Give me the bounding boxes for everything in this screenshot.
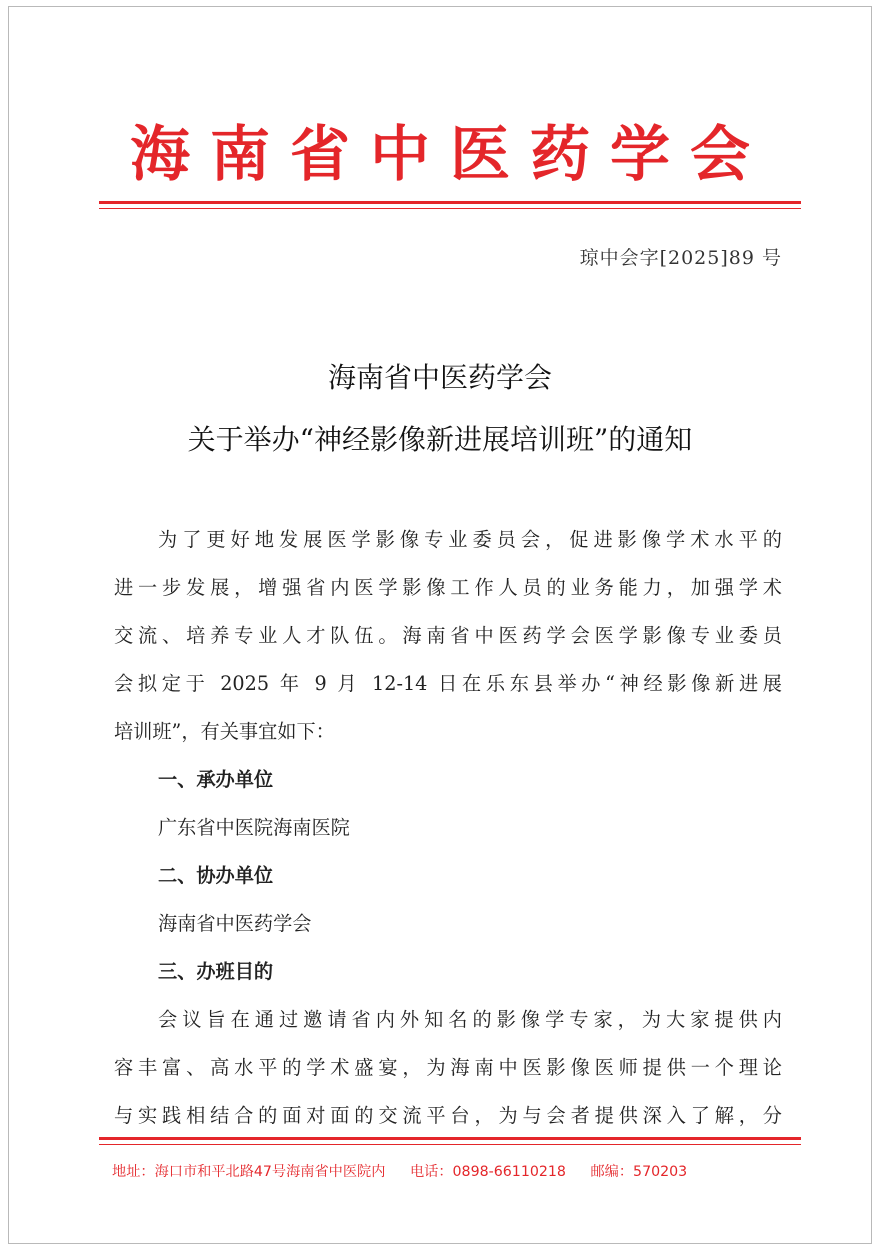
intro-line: 培训班”，有关事宜如下： [114,720,335,743]
section-content-co-organizer: 海南省中医药学会 [158,912,312,935]
intro-line: 会拟定于 2025 年 9 月 12-14 日在乐东县举办“神经影像新进展 [114,672,782,695]
header-red-line-thin [99,208,801,209]
document-number: 琼中会字[2025]89 号 [579,247,782,269]
intro-paragraph [114,516,782,1140]
section-heading-purpose: 三、办班目的 [158,960,274,983]
intro-line: 为了更好地发展医学影像专业委员会，促进影像学术水平的 [158,528,782,551]
section-heading-co-organizer: 二、协办单位 [158,864,274,887]
purpose-line: 与实践相结合的面对面的交流平台，为与会者提供深入了解，分 [114,1104,782,1127]
intro-line: 交流、培养专业人才队伍。海南省中医药学会医学影像专业委员 [114,624,782,647]
footer-red-line-thin [99,1144,801,1145]
footer-phone: 电话：0898-66110218 [409,1164,566,1180]
letterhead-org-name: 海南省中医药学会 [130,120,770,190]
footer-address: 地址：海口市和平北路47号海南省中医院内 [112,1164,386,1180]
footer-postcode: 邮编：570203 [590,1164,688,1180]
footer-contact [112,1161,707,1181]
purpose-line: 容丰富、高水平的学术盛宴，为海南中医影像医师提供一个理论 [114,1056,782,1079]
section-content-organizer: 广东省中医院海南医院 [158,816,350,839]
intro-line: 进一步发展，增强省内医学影像工作人员的业务能力，加强学术 [114,576,782,599]
section-heading-organizer: 一、承办单位 [158,768,274,791]
notice-title-line-2: 关于举办“神经影像新进展培训班”的通知 [187,423,693,456]
header-red-line-thick [99,201,801,204]
purpose-line: 会议旨在通过邀请省内外知名的影像学专家，为大家提供内 [158,1008,782,1031]
notice-title-line-1: 海南省中医药学会 [327,361,552,394]
footer-red-line-thick [99,1137,801,1140]
